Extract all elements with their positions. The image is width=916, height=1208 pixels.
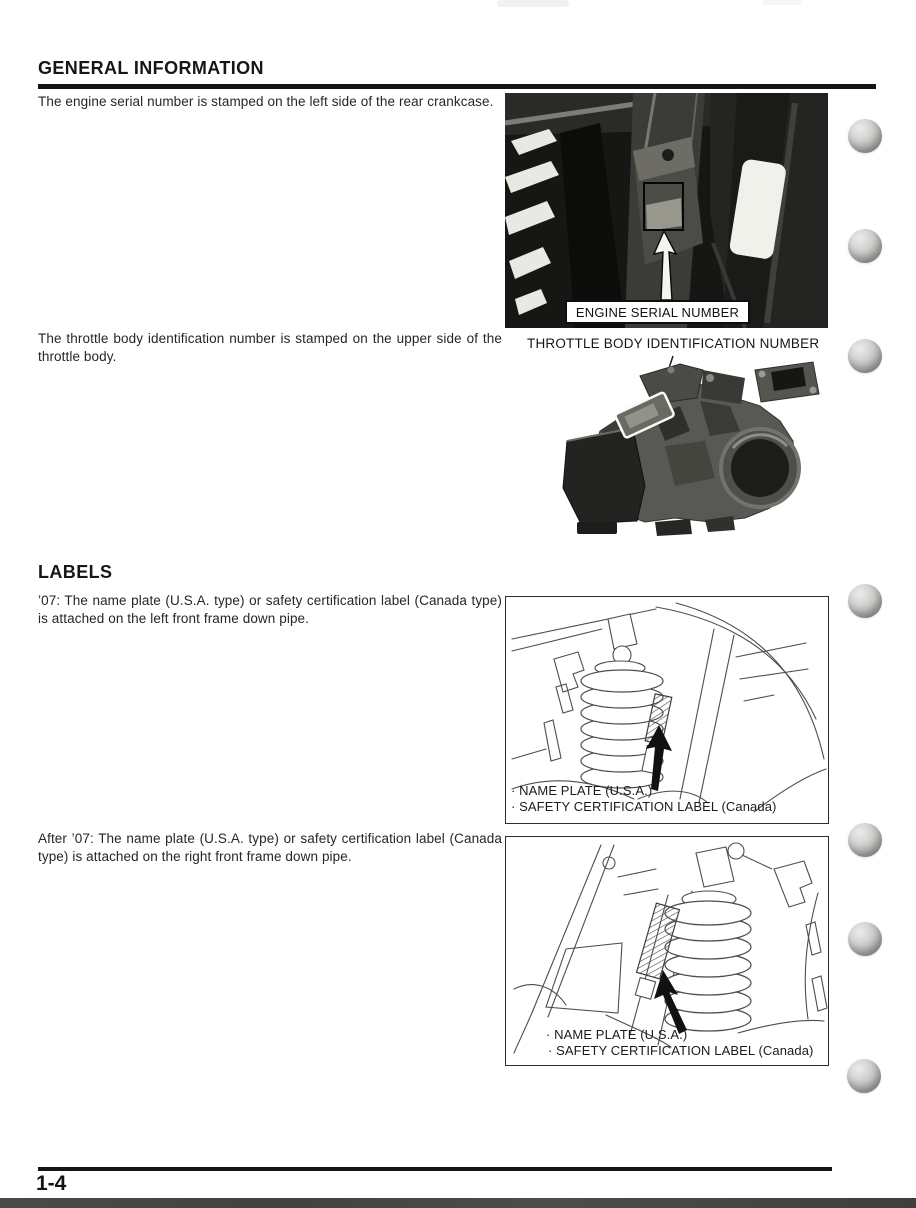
page-title: GENERAL INFORMATION	[38, 58, 264, 78]
labels-07-text: ’07: The name plate (U.S.A. type) or safety certification label (Canada type) is attached on the left front frame down pipe.	[38, 593, 502, 626]
foot	[655, 519, 692, 536]
throttle-id-callout: THROTTLE BODY IDENTIFICATION NUMBER	[527, 336, 820, 351]
caption-name-plate: · NAME PLATE (U.S.A.)	[511, 783, 653, 798]
page-number: 1-4	[36, 1172, 67, 1195]
shock-mount	[595, 614, 645, 675]
bore-inner	[731, 439, 789, 497]
engine-photo-art	[505, 93, 828, 328]
header-rule	[38, 84, 876, 89]
sensor-housing	[563, 428, 645, 524]
screw	[759, 371, 766, 378]
binder-ball	[848, 584, 882, 618]
throttle-body-figure	[505, 336, 845, 548]
caption-safety-label: · SAFETY CERTIFICATION LABEL (Canada)	[548, 1043, 814, 1058]
boss-hole	[662, 149, 674, 161]
binder-ball	[847, 1059, 881, 1093]
binder-ball	[848, 119, 882, 153]
binder-ball	[848, 922, 882, 956]
caption-name-plate: · NAME PLATE (U.S.A.)	[546, 1027, 688, 1042]
bolt	[706, 374, 714, 382]
bottom-scan-bar	[0, 1198, 916, 1208]
screw	[810, 387, 817, 394]
footer-rule	[38, 1167, 832, 1171]
binder-ball	[848, 823, 882, 857]
binder-ball	[848, 229, 882, 263]
scan-smudge	[497, 0, 569, 7]
labels-after07-text: After ’07: The name plate (U.S.A. type) or safety certification label (Canada type) is attached on the right front frame down pipe.	[38, 831, 502, 864]
throttle-photo-art	[505, 336, 845, 548]
scan-smudge	[762, 0, 802, 5]
shock-mount	[682, 843, 772, 907]
engine-serial-callout: ENGINE SERIAL NUMBER	[565, 300, 750, 324]
name-plate-drawing-07	[505, 596, 829, 824]
name-plate-drawing-after07	[505, 836, 829, 1066]
throttle-body-text: The throttle body identification number is stamped on the upper side of the throttle body.	[38, 331, 502, 364]
engine-serial-text: The engine serial number is stamped on the left side of the rear crankcase.	[38, 94, 494, 109]
engine-serial-photo	[505, 93, 828, 328]
housing-foot	[577, 522, 617, 534]
labels-heading: LABELS	[38, 562, 113, 582]
binder-ball	[848, 339, 882, 373]
caption-safety-label: · SAFETY CERTIFICATION LABEL (Canada)	[511, 799, 777, 814]
bolt	[668, 367, 675, 374]
